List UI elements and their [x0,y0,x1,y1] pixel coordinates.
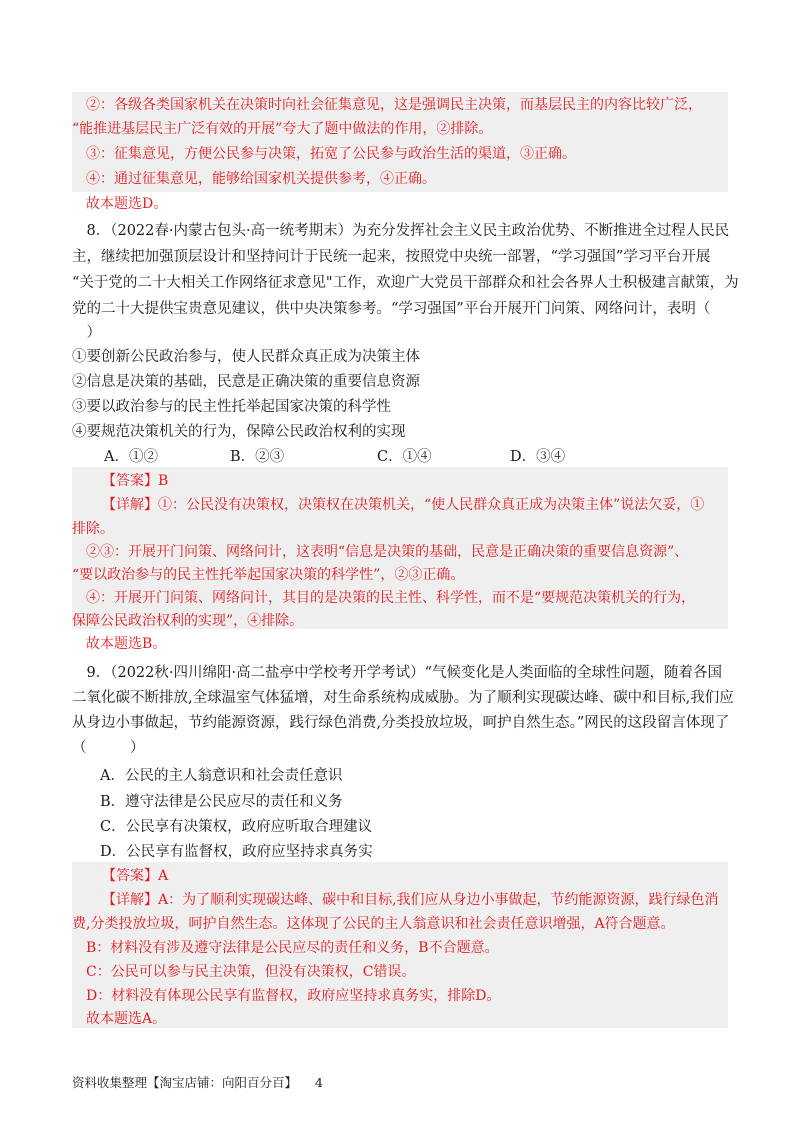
explanation-line: 费,分类投放垃圾，呵护自然生态。这体现了公民的主人翁意识和社会责任意识增强，A符合题意。 [72,916,675,932]
explanation-line: “要以政治参与的民主性托举起国家决策的科学性”，②③正确。 [72,567,465,583]
explanation-line: D：材料没有体现公民享有监督权，政府应坚持求真务实，排除D。 [72,988,501,1004]
explanation-line: B：材料没有涉及遵守法律是公民应尽的责任和义务，B不合题意。 [72,940,499,956]
explanation-line: 【详解】A：为了顺利实现碳达峰、碳中和目标,我们应从身边小事做起，节约能源资源，践行绿色消 [102,892,719,908]
statement-item: ②信息是决策的基础，民意是正确决策的重要信息资源 [72,374,420,390]
choice-c[interactable]: C．公民享有决策权，政府应听取合理建议 [100,819,373,835]
explanation-line: 故本题选A。 [72,1011,167,1027]
answer-explanation-q7 [72,92,728,192]
statement-item: ①要创新公民政治参与，使人民群众真正成为决策主体 [72,349,420,365]
statement-item: ④要规范决策机关的行为，保障公民政治权利的实现 [72,424,406,440]
explanation-line: ②：各级各类国家机关在决策时向社会征集意见，这是强调民主决策，而基层民主的内容比较广泛， [72,97,702,113]
choice-b[interactable]: B．遵守法律是公民应尽的责任和义务 [100,794,343,810]
choice-a[interactable]: A．①② [104,449,158,465]
conclusion-line: 故本题选B。 [72,636,167,652]
answer-explanation-q9 [72,862,728,1028]
conclusion-line: 故本题选D。 [72,196,168,212]
explanation-line: 排除。 [72,521,114,537]
question-stem-line: 8．（2022春·内蒙古包头·高一统考期末）为充分发挥社会主义民主政治优势、不断推进全过程人民民 [72,223,730,239]
question-stem-line: 二氧化碳不断排放,全球温室气体猛增，对生命系统构成威胁。为了顺利实现碳达峰、碳中和目标,我们应 [72,690,734,706]
statement-item: ③要以政治参与的民主性托举起国家决策的科学性 [72,399,391,415]
answer-label: 【答案】B [102,473,169,489]
explanation-line: “能推进基层民主广泛有效的开展”夸大了题中做法的作用，②排除。 [72,121,493,137]
explanation-line: C：公民可以参与民主决策，但没有决策权，C错误。 [72,964,416,980]
explanation-line: ④：通过征集意见，能够给国家机关提供参考，④正确。 [72,171,436,187]
page-number: 4 [315,1075,323,1090]
answer-explanation-q8 [72,467,728,629]
choice-b[interactable]: B．②③ [230,449,285,465]
choice-d[interactable]: D．公民享有监督权，政府应坚持求真务实 [100,844,373,860]
choice-a[interactable]: A．公民的主人翁意识和社会责任意识 [100,768,343,784]
question-stem-line: 党的二十大提供宝贵意见建议，供中央决策参考。“学习强国”平台开展开门问策、网络问计，表明（ [72,301,711,317]
page-footer [72,1073,323,1091]
question-stem-line: 从身边小事做起，节约能源资源，践行绿色消费,分类投放垃圾，呵护自然生态。”网民的这段留言体现了 [72,715,730,731]
answer-label: 【答案】A [102,868,169,884]
explanation-line: ③：征集意见，方便公民参与决策，拓宽了公民参与政治生活的渠道，③正确。 [72,146,576,162]
choice-d[interactable]: D．③④ [510,449,566,465]
explanation-line: 保障公民政治权利的实现”，④排除。 [72,613,304,629]
question-stem-line: 9．（2022秋·四川绵阳·高二盐亭中学校考开学考试）“气候变化是人类面临的全球性问题，随着各国 [72,665,723,681]
explanation-line: ④：开展开门问策、网络问计，其目的是决策的民主性、科学性，而不是“要规范决策机关的行为， [72,590,696,606]
explanation-line: ②③：开展开门问策、网络问计，这表明“信息是决策的基础，民意是正确决策的重要信息资源”、 [72,544,689,560]
explanation-line: 【详解】①：公民没有决策权，决策权在决策机关，“使人民群众真正成为决策主体”说法欠妥，① [102,497,705,513]
choice-c[interactable]: C．①④ [377,449,432,465]
question-stem-line: （ ） [72,740,145,756]
question-stem-line: ） [72,325,101,341]
question-stem-line: 主，继续把加强顶层设计和坚持问计于民统一起来，按照党中央统一部署，“学习强国”学习平台开展 [72,249,711,265]
question-stem-line: “关于党的二十大相关工作网络征求意见"工作，欢迎广大党员干部群众和社会各界人士积极建言献策，为 [72,275,739,291]
footer-source-text: 资料收集整理【淘宝店铺：向阳百分百】 [72,1075,298,1090]
